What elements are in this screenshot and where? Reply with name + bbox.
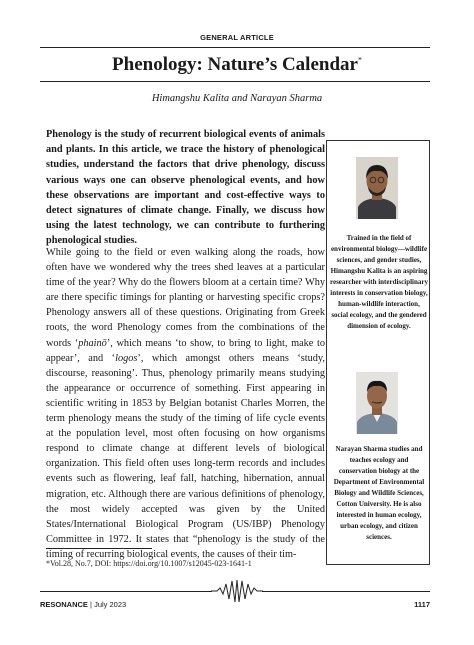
author-photo-himangshu bbox=[356, 157, 398, 219]
authors: Himangshu Kalita and Narayan Sharma bbox=[151, 93, 323, 104]
section-label: GENERAL ARTICLE bbox=[200, 33, 274, 42]
abstract: Phenology is the study of recurrent biological events of animals and plants. In this article, we trace the history of phenological studies, understand the factors that drive phenology, discuss various ways one can observe phenological events, and how these observations are important and cost-effective ways to detect signatures of climate change. Finally, we discuss how using the latest technology, we can contribute to furthering phenological studies. bbox=[46, 129, 325, 247]
issue-date: July 2023 bbox=[94, 600, 127, 609]
greek-term-phaino: phainō bbox=[78, 337, 107, 349]
title-rule bbox=[40, 81, 430, 82]
footnote-rule bbox=[46, 548, 152, 549]
body-text-part-2: ’, which means ‘to show, to bring to light, make to appear’, and ‘ bbox=[46, 337, 325, 364]
top-rule bbox=[40, 47, 430, 48]
bio-himangshu: Trained in the field of environmental biology—wildlife sciences, and gender studies, Himangshu Kalita is an aspiring researcher with interdisciplinary interests in conservation biology, human-wildlife interaction, social ecology, and the gendered dimension of ecology. bbox=[330, 234, 428, 330]
greek-term-logos: logos bbox=[115, 352, 138, 364]
author-photo-narayan bbox=[356, 372, 398, 434]
body-text-part-1: While going to the field or even walking along the roads, how often have we wondered why the trees shed leaves at a particular time of the year? Why do the flowers bloom at a certain time? Why are there specific timings for planting or harvesting specific crops? Phenology answers all of these questions. Originating from Greek roots, the word Phenology comes from the combinations of the words ‘ bbox=[46, 247, 325, 349]
author-sidebar bbox=[326, 140, 430, 565]
body-text-part-3: ’, which amongst others means ‘study, discourse, reasoning’. Thus, phenology primarily means studying the appearance or occurrence of something. First appearing in scientific writing in 1853 by Belgian botanist Charles Morren, the term phenology means the study of the timing of life cycle events at the population level, most often focusing on how organisms respond to climate change at different levels of biological organization. This field often uses long-term records and includes events such as flowering, leaf fall, hatching, hibernation, annual migration, etc. Although there are various definitions of phenology, the most widely accepted was given by the United States/International Biological Program (US/IBP) Phenology Committee in 1972. It states that “phenology is the study of the timing of recurring biological events, the causes of their tim- bbox=[46, 352, 325, 560]
page-number: 1117 bbox=[414, 600, 430, 609]
title-footnote-marker: * bbox=[357, 55, 362, 65]
footer-journal bbox=[40, 600, 126, 609]
footer-separator: | bbox=[90, 600, 92, 609]
wave-icon bbox=[211, 579, 263, 604]
footer-rule-left bbox=[40, 591, 212, 592]
footnote: *Vol.28, No.7, DOI: https://doi.org/10.1007/s12045-023-1641-1 bbox=[46, 559, 252, 568]
article-title bbox=[0, 54, 474, 76]
journal-name: RESONANCE bbox=[40, 600, 88, 609]
bio-narayan: Narayan Sharma studies and teaches ecology and conservation biology at the Department of Environmental Biology and Wildlife Sciences, Cotton University. He is also interested in human ecology, urban ecology, and citizen sciences. bbox=[333, 445, 425, 541]
title-text: Phenology: Nature’s Calendar bbox=[112, 54, 358, 75]
body-paragraph bbox=[46, 245, 325, 562]
footer-rule-right bbox=[262, 591, 430, 592]
